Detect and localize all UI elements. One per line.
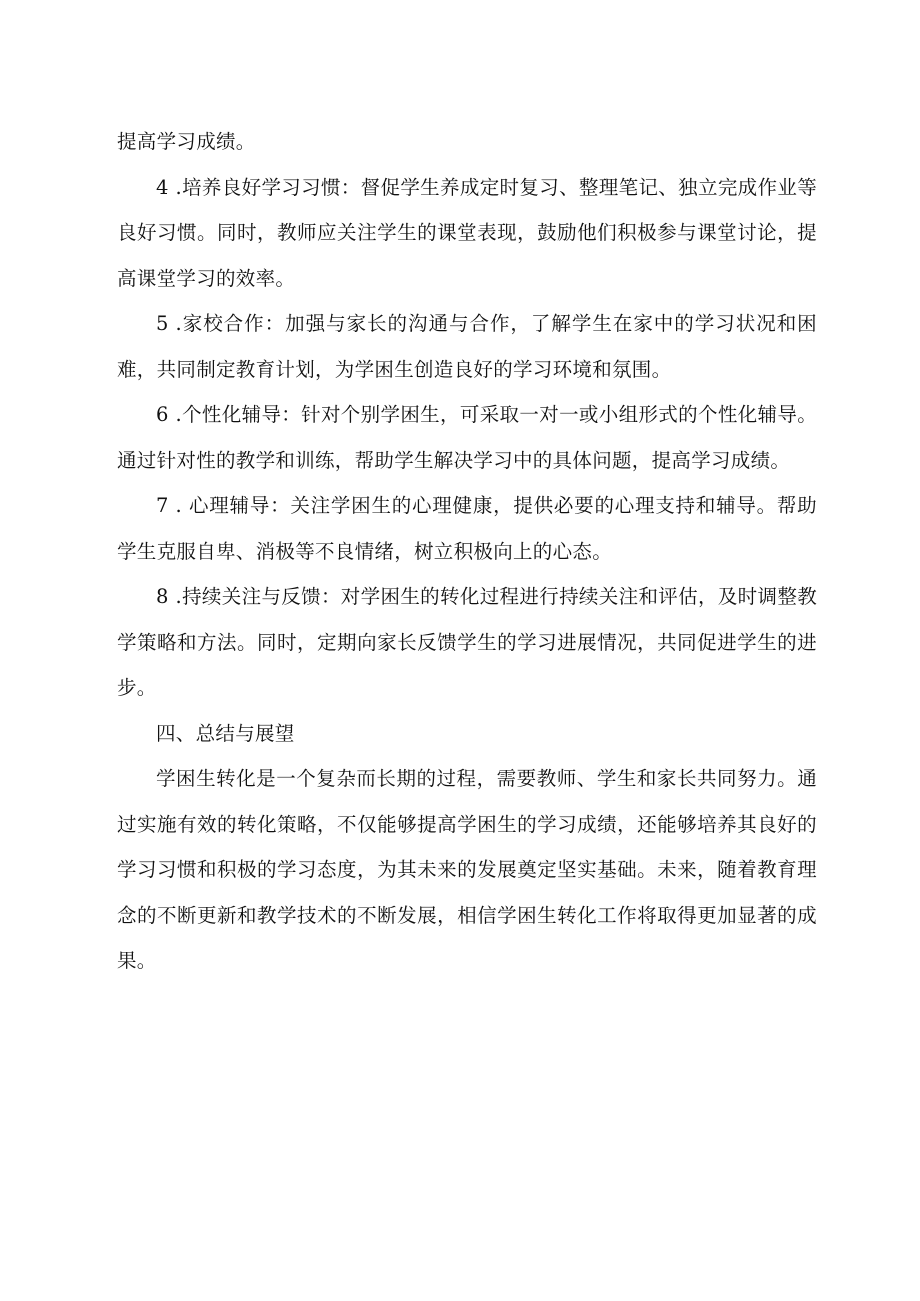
list-number: 4 [156, 175, 169, 199]
list-number: 6 [156, 403, 169, 426]
list-item-4 [117, 165, 817, 302]
list-item-text: .家校合作：加强与家长的沟通与合作，了解学生在家中的学习状况和困难，共同制定教育计划，为学困生创造良好的学习环境和氛围。 [117, 312, 817, 381]
paragraph-continuation [117, 119, 817, 165]
list-item-7 [117, 483, 817, 574]
list-item-8 [117, 574, 817, 711]
list-item-text: .持续关注与反馈：对学困生的转化过程进行持续关注和评估，及时调整教学策略和方法。同时，定期向家长反馈学生的学习进展情况，共同促进学生的进步。 [117, 585, 817, 699]
document-body [117, 119, 817, 984]
list-number: 8 [156, 585, 169, 608]
list-item-text: . 心理辅导：关注学困生的心理健康，提供必要的心理支持和辅导。帮助学生克服自卑、消极等不良情绪，树立积极向上的心态。 [117, 494, 817, 563]
list-item-5 [117, 301, 817, 392]
list-number: 7 [156, 494, 169, 517]
paragraph-text: 提高学习成绩。 [117, 130, 256, 153]
list-number: 5 [156, 312, 169, 335]
list-item-6 [117, 392, 817, 483]
list-item-text: .个性化辅导：针对个别学困生，可采取一对一或小组形式的个性化辅导。通过针对性的教学和训练，帮助学生解决学习中的具体问题，提高学习成绩。 [117, 403, 817, 472]
paragraph-text: 学困生转化是一个复杂而长期的过程，需要教师、学生和家长共同努力。通过实施有效的转化策略，不仅能够提高学困生的学习成绩，还能够培养其良好的学习习惯和积极的学习态度，为其未来的发展奠定坚实基础。未来，随着教育理念的不断更新和教学技术的不断发展，相信学困生转化工作将取得更加显著的成果。 [117, 767, 817, 972]
section-heading [117, 711, 817, 757]
list-item-text: .培养良好学习习惯：督促学生养成定时复习、整理笔记、独立完成作业等良好习惯。同时，教师应关注学生的课堂表现，鼓励他们积极参与课堂讨论，提高课堂学习的效率。 [117, 175, 817, 290]
conclusion-paragraph [117, 756, 817, 984]
section-heading-text: 四、总结与展望 [156, 721, 295, 745]
